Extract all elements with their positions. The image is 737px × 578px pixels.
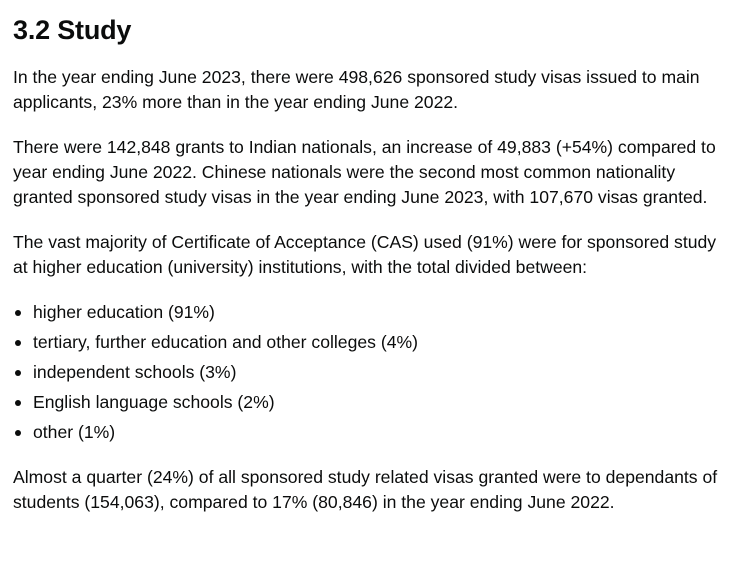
paragraph-cas-intro: The vast majority of Certificate of Acceptance (CAS) used (91%) were for sponsored study at higher education (university) institutions, with the total divided between: xyxy=(13,232,717,277)
cas-breakdown-list xyxy=(13,300,725,445)
paragraph-nationalities: There were 142,848 grants to Indian nationals, an increase of 49,883 (+54%) compared to year ending June 2022. Chinese nationals were the second most common nationality granted sponsored study visas in the year ending June 2023, with 107,670 visas granted. xyxy=(13,137,716,207)
list-item: higher education (91%) xyxy=(33,300,725,325)
list-item: English language schools (2%) xyxy=(33,390,725,415)
section-heading: 3.2 Study xyxy=(13,15,132,45)
list-item: other (1%) xyxy=(33,420,725,445)
paragraph-study-visas: In the year ending June 2023, there were 498,626 sponsored study visas issued to main applicants, 23% more than in the year ending June 2022. xyxy=(13,67,700,112)
list-item: independent schools (3%) xyxy=(33,360,725,385)
paragraph-dependants: Almost a quarter (24%) of all sponsored study related visas granted were to dependants of students (154,063), compared to 17% (80,846) in the year ending June 2022. xyxy=(13,467,718,512)
list-item: tertiary, further education and other colleges (4%) xyxy=(33,330,725,355)
